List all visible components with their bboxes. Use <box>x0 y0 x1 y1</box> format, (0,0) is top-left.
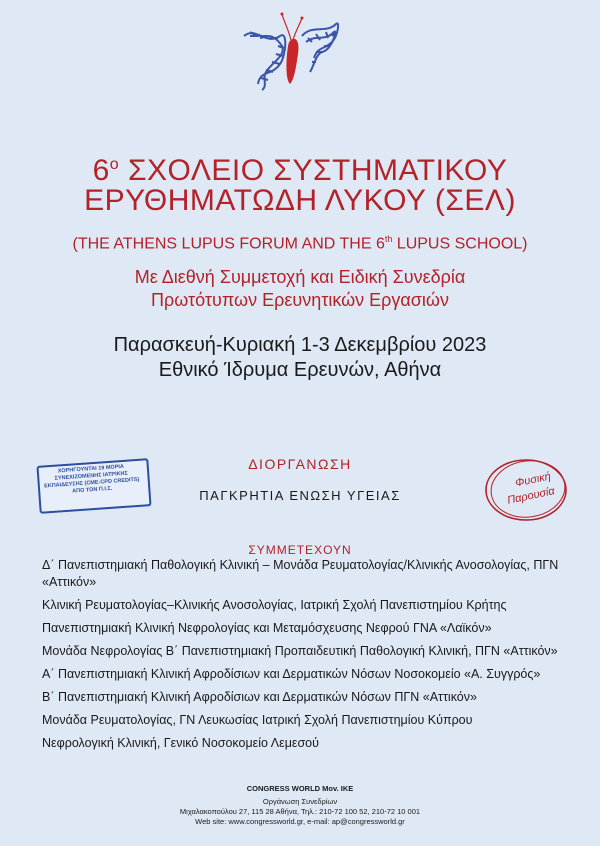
cme-credits-text: ΧΟΡΗΓΟΥΝΤΑΙ 19 ΜΟΡΙΑ ΣΥΝΕΧΙΖΟΜΕΝΗΣ ΙΑΤΡΙΚΗΣ ΕΚΠΑΙΔΕΥΣΗΣ (CME-CPD CREDITS) ΑΠΟ ΤΟΝ Π.Ι.Σ. <box>43 463 140 495</box>
organizer-name: ΠΑΓΚΡΗΤΙΑ ΕΝΩΣΗ ΥΓΕΙΑΣ <box>199 488 401 503</box>
stamp-line-1: Φυσική <box>514 470 552 490</box>
participant-item: Α΄ Πανεπιστημιακή Κλινική Αφροδίσιων και Δερματικών Νόσων Νοσοκομείο «Α. Συγγρός» <box>42 667 541 681</box>
event-venue: Εθνικό Ίδρυμα Ερευνών, Αθήνα <box>158 359 442 381</box>
title-ordinal: ο <box>109 156 120 173</box>
title-line-2: ΕΡΥΘΗΜΑΤΩΔΗ ΛΥΚΟΥ (ΣΕΛ) <box>84 184 516 217</box>
footer-address: Μιχαλακοπούλου 27, 115 28 Αθήνα, Τηλ.: 210-72 100 52, 210-72 10 001 <box>179 807 421 816</box>
participant-item: Κλινική Ρευματολογίας–Κλινικής Ανοσολογίας, Ιατρική Σχολή Πανεπιστημίου Κρήτης <box>42 598 507 612</box>
participant-item: Μονάδα Νεφρολογίας Β΄ Πανεπιστημιακή Προπαιδευτική Παθολογική Κλινική, ΠΓΝ «Αττικόν» <box>42 644 558 658</box>
participant-item: Πανεπιστημιακή Κλινική Νεφρολογίας και Μεταμόσχευσης Νεφρού ΓΝΑ «Λαϊκόν» <box>42 621 492 635</box>
in-person-stamp <box>482 454 572 526</box>
participant-item: Μονάδα Ρευματολογίας, ΓΝ Λευκωσίας Ιατρική Σχολή Πανεπιστημίου Κύπρου <box>42 713 473 727</box>
footer-role: Οργάνωση Συνεδρίων <box>262 797 338 806</box>
participants-list <box>42 557 582 758</box>
participants-label: ΣΥΜΜΕΤΕΧΟΥΝ <box>248 543 352 557</box>
participant-item: Β΄ Πανεπιστημιακή Κλινική Αφροδίσιων και Δερματικών Νόσων ΠΓΝ «Αττικόν» <box>42 690 477 704</box>
organizer-label: ΔΙΟΡΓΑΝΩΣΗ <box>248 456 352 472</box>
greek-subtitle-line-1: Με Διεθνή Συμμετοχή και Ειδική Συνεδρία <box>134 267 466 287</box>
butterfly-dna-logo-icon <box>236 6 346 92</box>
stamp-line-2: Παρουσία <box>506 485 556 507</box>
participant-item: Νεφρολογική Κλινική, Γενικό Νοσοκομείο Λεμεσού <box>42 736 319 750</box>
greek-subtitle-line-2: Πρωτότυπων Ερευνητικών Εργασιών <box>151 290 449 310</box>
event-dates: Παρασκευή-Κυριακή 1-3 Δεκεμβρίου 2023 <box>113 334 487 356</box>
english-subtitle: (THE ATHENS LUPUS FORUM AND THE 6th LUPUS SCHOOL) <box>72 234 528 253</box>
participant-item: Δ΄ Πανεπιστημιακή Παθολογική Κλινική – Μονάδα Ρευματολογίας/Κλινικής Ανοσολογίας, ΠΓΝ «Αττικόν» <box>42 558 559 589</box>
title-line-1: $6^o$ ΣΧΟΛΕΙΟ ΣΥΣΤΗΜΑΤΙΚΟΥ <box>92 154 508 187</box>
footer-web: Web site: www.congressworld.gr, e-mail: ap@congressworld.gr <box>195 817 405 826</box>
footer-company: CONGRESS WORLD Mov. IKE <box>246 784 354 793</box>
